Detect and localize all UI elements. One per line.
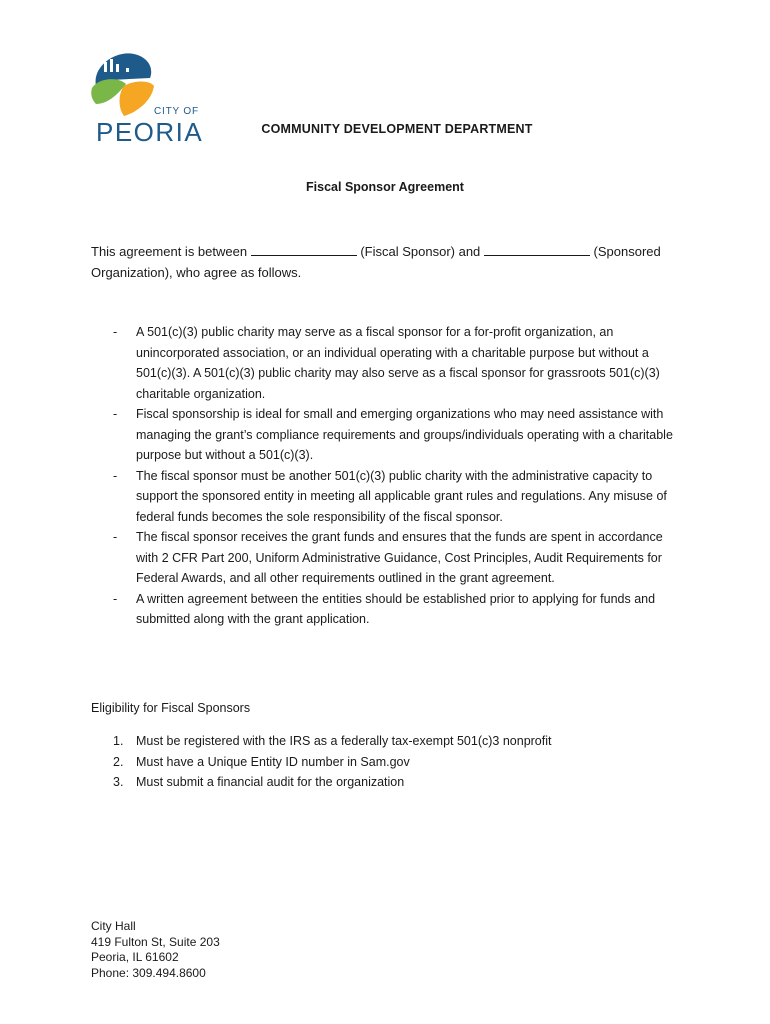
intro-text-2: (Fiscal Sponsor) and xyxy=(360,244,481,259)
document-title: Fiscal Sponsor Agreement xyxy=(306,180,464,194)
bullet-marker: - xyxy=(113,407,118,421)
list-number: 3. xyxy=(113,775,124,789)
list-item xyxy=(113,322,673,404)
list-number: 1. xyxy=(113,734,124,748)
intro-paragraph xyxy=(91,241,691,283)
intro-text-1: This agreement is between xyxy=(91,244,248,259)
list-item-text: Must be registered with the IRS as a federally tax-exempt 501(c)3 nonprofit xyxy=(136,734,552,748)
intro-text-3: (Sponsored Organization), who agree as follows. xyxy=(91,244,661,280)
list-item-text: Must submit a financial audit for the organization xyxy=(136,775,405,789)
list-item-text: The fiscal sponsor must be another 501(c)(3) public charity with the administrative capacity to support the sponsored entity in meeting all applicable grant rules and regulations. Any misuse of federal funds becomes the sole responsibility of the fiscal sponsor. xyxy=(136,468,667,524)
list-item-text: Must have a Unique Entity ID number in Sam.gov xyxy=(136,754,410,769)
list-item xyxy=(113,404,673,466)
eligibility-heading: Eligibility for Fiscal Sponsors xyxy=(91,701,251,715)
list-item xyxy=(113,589,673,630)
list-item xyxy=(113,527,673,589)
list-item-text: A 501(c)(3) public charity may serve as a fiscal sponsor for a for-profit organization, an unincorporated association, or an individual operating with a charitable purpose but without a 501(c)(3). A 501(c)(3) public charity may also serve as a fiscal sponsor for grassroots 501(c)(3) charitable organization. xyxy=(136,325,660,401)
list-item-text: A written agreement between the entities should be established prior to applying for funds and submitted along with the grant application. xyxy=(136,591,656,626)
list-number: 2. xyxy=(113,754,124,769)
logo-city-of: CITY OF xyxy=(154,106,199,117)
department-heading: COMMUNITY DEVELOPMENT DEPARTMENT xyxy=(261,122,533,136)
bullet-marker: - xyxy=(113,325,118,339)
address-footer xyxy=(91,919,220,981)
list-item xyxy=(113,752,673,773)
bullet-marker: - xyxy=(113,591,118,606)
list-item xyxy=(113,772,673,793)
footer-street: 419 Fulton St, Suite 203 xyxy=(91,934,220,949)
eligibility-list xyxy=(113,731,673,793)
conditions-list xyxy=(113,322,673,630)
logo-name: PEORIA xyxy=(96,117,204,147)
list-item-text: Fiscal sponsorship is ideal for small and emerging organizations who may need assistance with managing the grant’s compliance requirements and groups/individuals operating with a charitable purpose but without a 501(c)(3). xyxy=(136,407,673,462)
footer-phone: Phone: 309.494.8600 xyxy=(91,965,206,980)
list-item xyxy=(113,731,673,752)
list-item-text: The fiscal sponsor receives the grant funds and ensures that the funds are spent in accordance with 2 CFR Part 200, Uniform Administrative Guidance, Cost Principles, Audit Requirements for Federal Awards, and all other requirements outlined in the grant agreement. xyxy=(136,530,663,585)
footer-building: City Hall xyxy=(91,919,136,933)
list-item xyxy=(113,466,673,528)
footer-city: Peoria, IL 61602 xyxy=(91,950,179,964)
bullet-marker: - xyxy=(113,530,118,544)
sponsored-organization-blank[interactable] xyxy=(484,243,590,256)
bullet-marker: - xyxy=(113,468,118,483)
fiscal-sponsor-blank[interactable] xyxy=(251,243,357,256)
